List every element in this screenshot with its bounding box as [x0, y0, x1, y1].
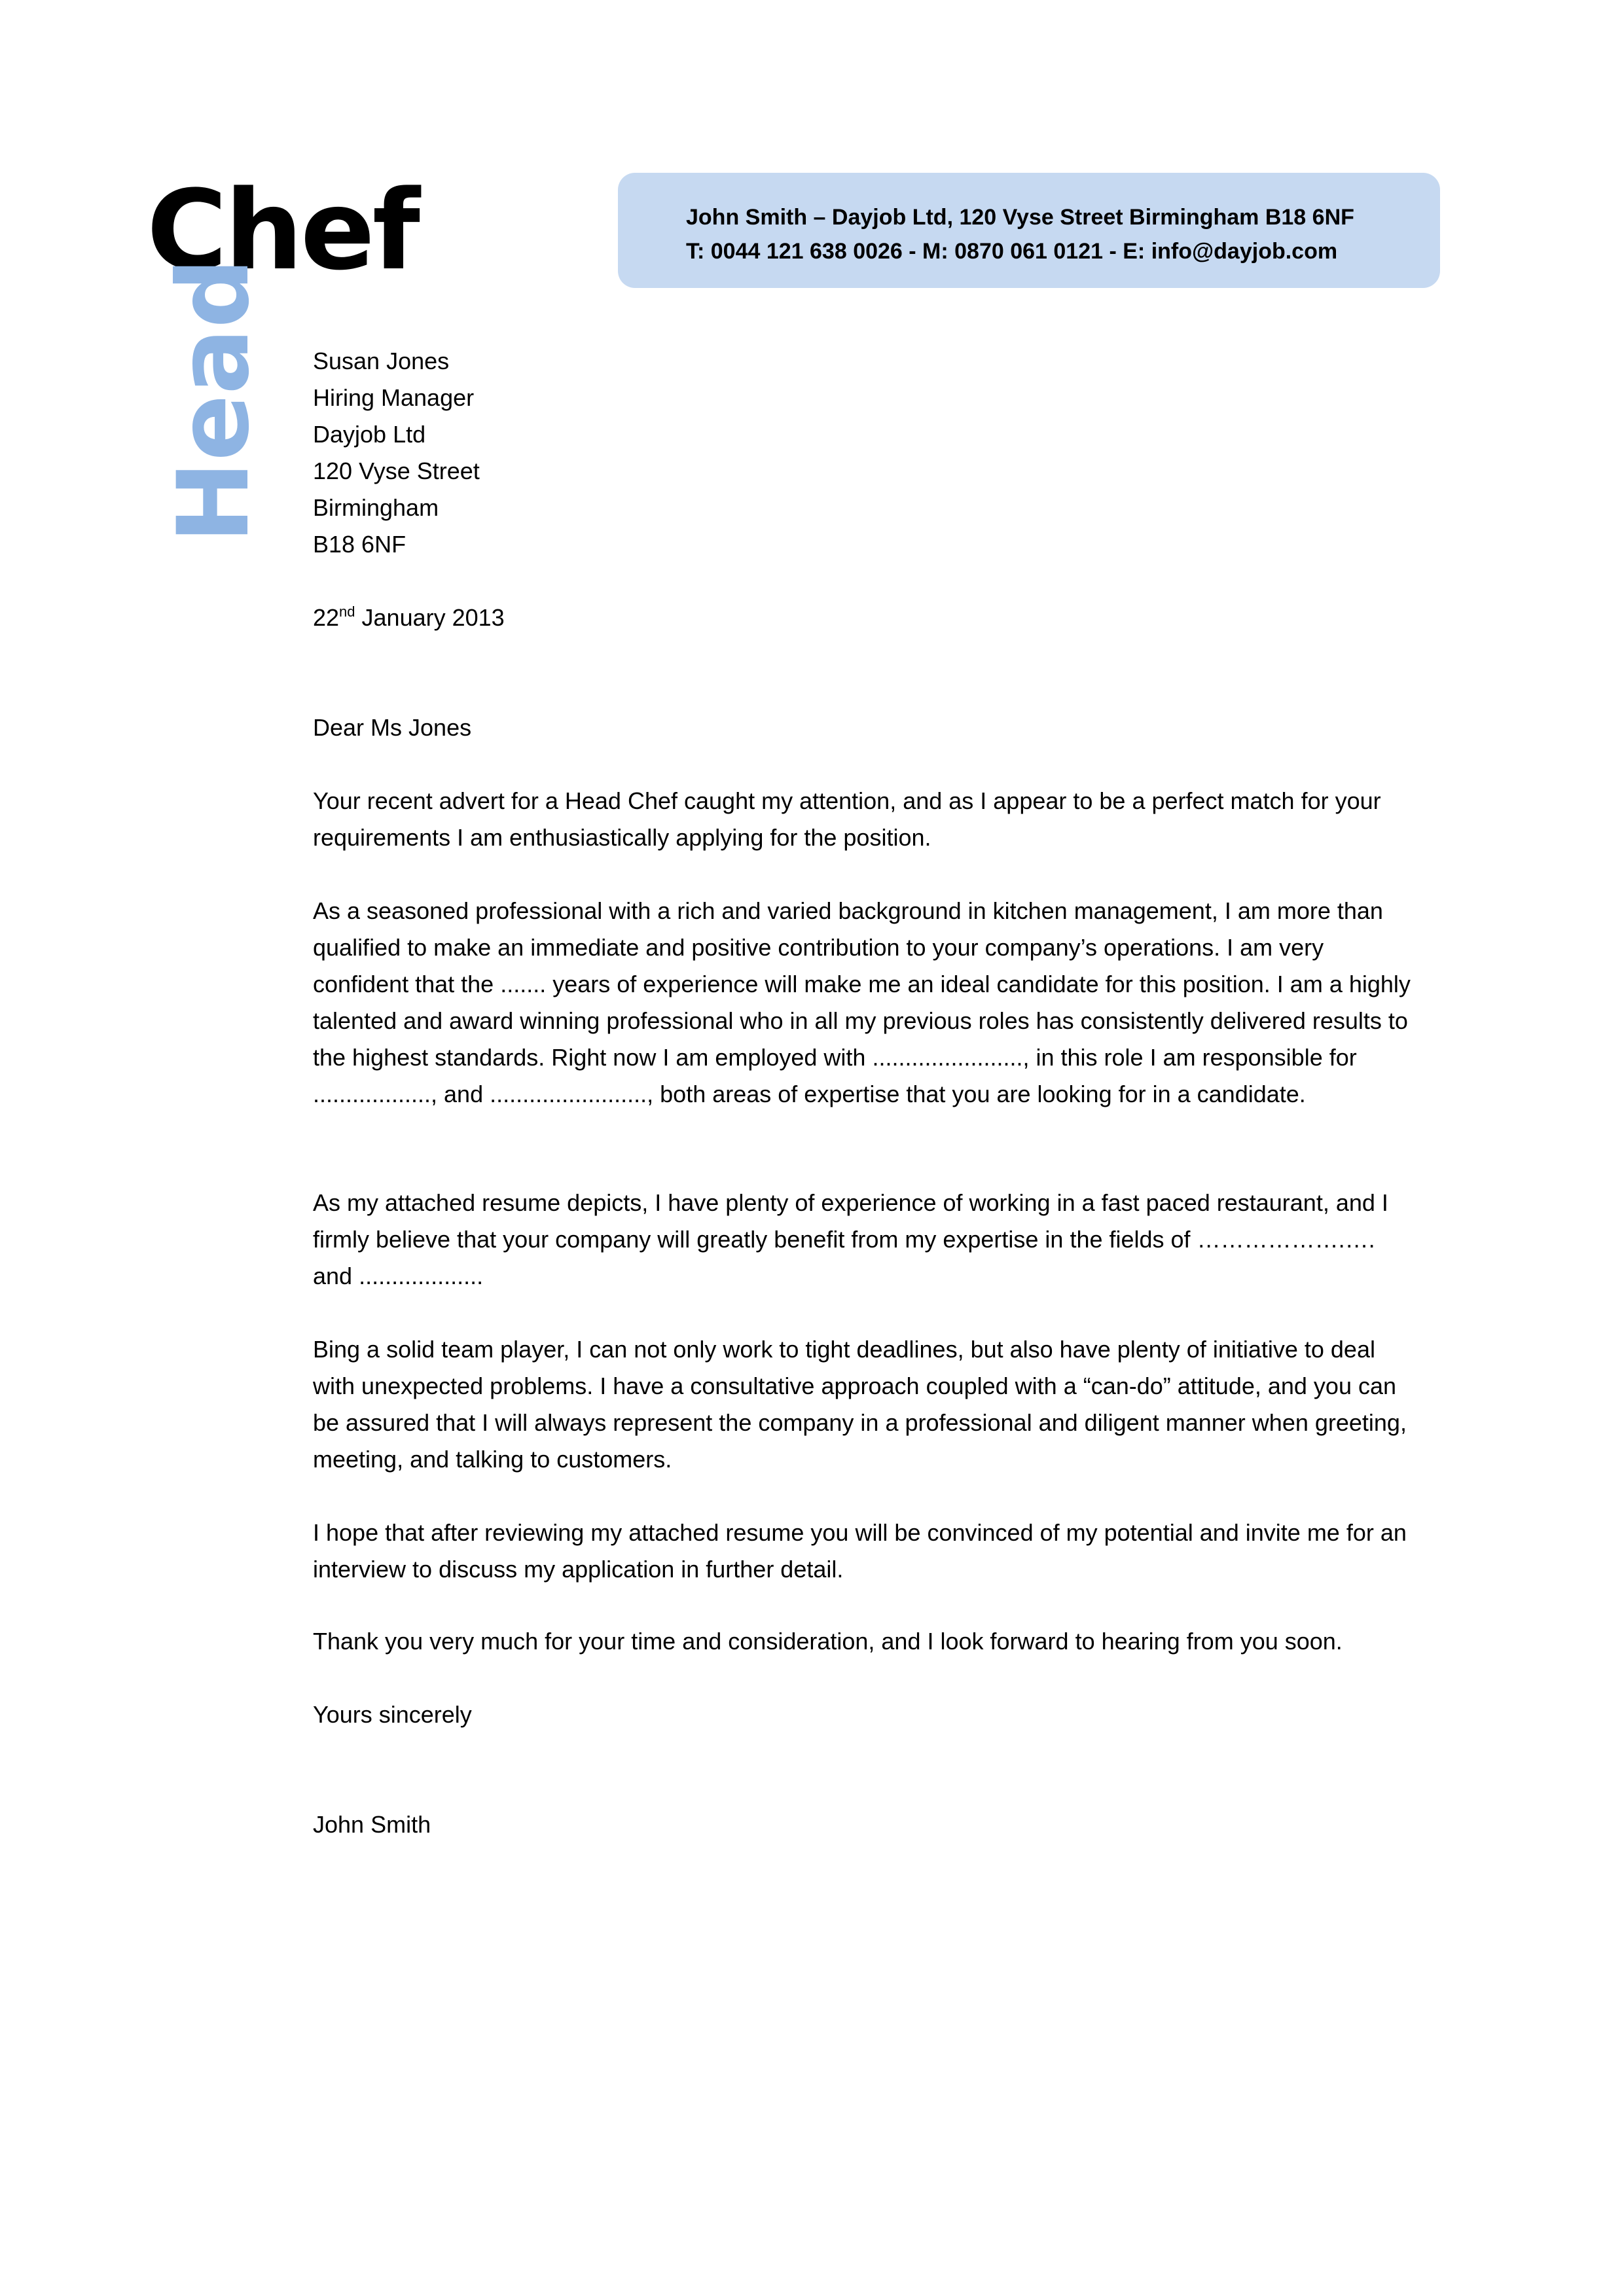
signature-name: John Smith — [313, 1811, 431, 1838]
title-head-vertical: Head — [157, 258, 271, 543]
recipient-name: Susan Jones — [313, 348, 450, 374]
recipient-address — [313, 343, 1413, 563]
contact-box — [618, 173, 1440, 288]
date-month-year: January 2013 — [355, 604, 505, 631]
paragraph-thanks: Thank you very much for your time and consideration, and I look forward to hearing from you soon. — [313, 1628, 1343, 1655]
paragraph-intro: Your recent advert for a Head Chef caught my attention, and as I appear to be a perfect match for your requirements I am enthusiastically applying for the position. — [313, 787, 1381, 851]
salutation: Dear Ms Jones — [313, 714, 472, 741]
title-chef: Chef — [147, 166, 418, 295]
paragraph-experience: As a seasoned professional with a rich and varied background in kitchen management, I am more than qualified to make an immediate and positive contribution to your company’s operations. I am very confident that the ....... years of experience will make me an ideal candidate for this position. I am a highly talented and award winning professional who in all my previous roles has consistently delivered results to the highest standards. Right now I am employed with ......................., in this role I am responsible for .................., and ........................, both areas of expertise that you are looking for in a candidate. — [313, 897, 1411, 1107]
date-day: 22 — [313, 604, 340, 631]
contact-phone-email-line: T: 0044 121 638 0026 - M: 0870 061 0121 - E: info@dayjob.com — [686, 239, 1338, 264]
recipient-street: 120 Vyse Street — [313, 457, 480, 484]
recipient-postcode: B18 6NF — [313, 531, 406, 558]
recipient-company: Dayjob Ltd — [313, 421, 426, 448]
date-suffix: nd — [339, 603, 355, 620]
paragraph-resume: As my attached resume depicts, I have plenty of experience of working in a fast paced restaurant, and I firmly believe that your company will greatly benefit from my expertise in the fields of ……………….…. and ................... — [313, 1189, 1388, 1289]
paragraph-team-player: Bing a solid team player, I can not only work to tight deadlines, but also have plenty of initiative to deal with unexpected problems. I have a consultative approach coupled with a “can-do” attitude, and you can be assured that I will always represent the company in a professional and diligent manner when greeting, meeting, and talking to customers. — [313, 1336, 1407, 1473]
paragraph-interview: I hope that after reviewing my attached resume you will be convinced of my potential and invite me for an interview to discuss my application in further detail. — [313, 1519, 1407, 1583]
contact-address-line: John Smith – Dayjob Ltd, 120 Vyse Street Birmingham B18 6NF — [686, 205, 1354, 230]
letter-date — [313, 600, 1413, 636]
recipient-city: Birmingham — [313, 494, 439, 521]
recipient-title: Hiring Manager — [313, 384, 475, 411]
closing: Yours sincerely — [313, 1701, 472, 1728]
